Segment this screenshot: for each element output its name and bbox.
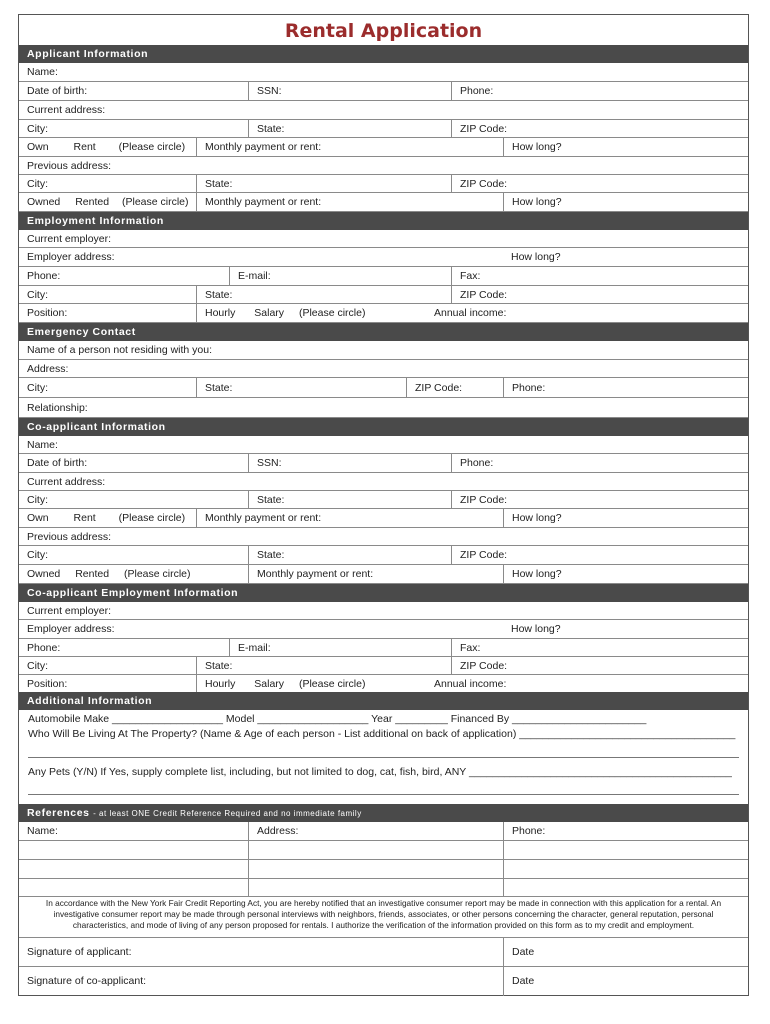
- employer-email-field[interactable]: E-mail:: [229, 267, 451, 285]
- applicant-prev-monthly-payment-field[interactable]: Monthly payment or rent:: [196, 193, 503, 211]
- owned-option[interactable]: Owned: [27, 196, 61, 208]
- rent-option[interactable]: Rent: [73, 512, 96, 524]
- applicant-owned-rented-choice[interactable]: [19, 193, 196, 211]
- coapplicant-previous-address-field[interactable]: Previous address:: [27, 531, 112, 543]
- coapplicant-prev-how-long-field[interactable]: How long?: [503, 565, 748, 583]
- section-header-emergency: Emergency Contact: [19, 323, 748, 341]
- co-current-employer-field[interactable]: Current employer:: [27, 605, 112, 617]
- applicant-phone-field[interactable]: Phone:: [451, 82, 748, 100]
- pets-line[interactable]: Any Pets (Y/N) If Yes, supply complete list, including, but not limited to dog, cat, fish, bird, ANY _____________________________________________: [28, 766, 732, 778]
- applicant-prev-state-field[interactable]: State:: [196, 175, 451, 192]
- coapplicant-name-row: [19, 436, 748, 454]
- section-header-employment: Employment Information: [19, 212, 748, 230]
- coapplicant-city-row: [19, 491, 748, 509]
- employer-phone-row: [19, 267, 748, 286]
- employer-address-row: [19, 248, 748, 267]
- coapplicant-current-address-field[interactable]: Current address:: [27, 476, 106, 488]
- employer-city-field[interactable]: City:: [27, 289, 48, 301]
- emergency-phone-field[interactable]: Phone:: [503, 378, 748, 397]
- reference-address-field[interactable]: [248, 879, 503, 896]
- references-header-row: [19, 822, 748, 841]
- employer-address-field[interactable]: Employer address:: [27, 251, 115, 263]
- co-employer-phone-row: [19, 639, 748, 657]
- rental-application-form: [18, 14, 749, 996]
- please-circle-label: (Please circle): [123, 568, 191, 580]
- reference-phone-column: Phone:: [503, 822, 748, 840]
- reference-row: [19, 879, 748, 897]
- automobile-line[interactable]: Automobile Make ___________________ Model ___________________ Year _________ Financed By _______________________: [28, 713, 647, 725]
- applicant-name-row: [19, 63, 748, 82]
- reference-row: [19, 841, 748, 860]
- applicant-ssn-field[interactable]: SSN:: [248, 82, 451, 100]
- applicant-prev-how-long-field[interactable]: How long?: [503, 193, 748, 211]
- employer-zip-field[interactable]: ZIP Code:: [451, 286, 748, 303]
- applicant-owned-rented-row: [19, 193, 748, 212]
- emergency-city-field[interactable]: City:: [27, 382, 48, 394]
- coapplicant-monthly-payment-field[interactable]: Monthly payment or rent:: [196, 509, 503, 527]
- section-header-additional: Additional Information: [19, 692, 748, 710]
- coapplicant-phone-field[interactable]: Phone:: [451, 454, 748, 472]
- employer-state-field[interactable]: State:: [196, 286, 451, 303]
- emergency-address-field[interactable]: Address:: [27, 363, 69, 375]
- reference-name-field[interactable]: [19, 841, 248, 859]
- coapplicant-ssn-field[interactable]: SSN:: [248, 454, 451, 472]
- applicant-prev-city-field[interactable]: City:: [27, 178, 48, 190]
- emergency-zip-field[interactable]: ZIP Code:: [406, 378, 503, 397]
- coapplicant-zip-field[interactable]: ZIP Code:: [451, 491, 748, 508]
- reference-row: [19, 860, 748, 879]
- hourly-option[interactable]: Hourly: [205, 307, 236, 319]
- position-field[interactable]: Position:: [27, 307, 68, 319]
- please-circle-label: (Please circle): [118, 141, 186, 153]
- applicant-previous-address-row: [19, 157, 748, 175]
- applicant-signature-date-field[interactable]: Date: [503, 938, 748, 966]
- applicant-prev-city-row: [19, 175, 748, 193]
- reference-phone-field[interactable]: [503, 841, 748, 859]
- applicant-zip-field[interactable]: ZIP Code:: [451, 120, 748, 137]
- co-employer-email-field[interactable]: E-mail:: [229, 639, 451, 656]
- reference-address-column: Address:: [248, 822, 503, 840]
- emergency-state-field[interactable]: State:: [196, 378, 406, 397]
- applicant-signature-field[interactable]: Signature of applicant:: [27, 946, 132, 958]
- coapplicant-state-field[interactable]: State:: [248, 491, 451, 508]
- current-employer-field[interactable]: Current employer:: [27, 233, 112, 245]
- applicant-prev-zip-field[interactable]: ZIP Code:: [451, 175, 748, 192]
- applicant-previous-address-field[interactable]: Previous address:: [27, 160, 112, 172]
- applicant-city-row: [19, 120, 748, 138]
- coapplicant-address-row: [19, 473, 748, 491]
- applicant-signature-row: [19, 938, 748, 967]
- position-row: [19, 304, 748, 323]
- employer-city-row: [19, 286, 748, 304]
- coapplicant-previous-address-row: [19, 528, 748, 546]
- salary-option[interactable]: Salary: [254, 307, 285, 319]
- co-employer-city-field[interactable]: City:: [27, 660, 48, 672]
- emergency-name-field[interactable]: Name of a person not residing with you:: [27, 344, 213, 356]
- coapplicant-signature-date-field[interactable]: Date: [503, 967, 748, 996]
- own-option[interactable]: Own: [27, 512, 49, 524]
- co-employer-row: [19, 602, 748, 620]
- coapplicant-owned-rented-choice[interactable]: [19, 565, 248, 583]
- section-header-references: [19, 804, 748, 822]
- coapplicant-prev-zip-field[interactable]: ZIP Code:: [451, 546, 748, 564]
- applicant-monthly-payment-field[interactable]: Monthly payment or rent:: [196, 138, 503, 156]
- coapplicant-owned-rented-row: [19, 565, 748, 584]
- applicant-name-field[interactable]: Name:: [27, 66, 58, 78]
- references-title: References: [27, 807, 90, 819]
- coapplicant-dob-row: [19, 454, 748, 473]
- coapplicant-city-field[interactable]: City:: [27, 494, 48, 506]
- reference-address-field[interactable]: [248, 860, 503, 878]
- coapplicant-name-field[interactable]: Name:: [27, 439, 58, 451]
- emergency-name-row: [19, 341, 748, 360]
- section-header-coapplicant: Co-applicant Information: [19, 418, 748, 436]
- please-circle-label: (Please circle): [118, 512, 186, 524]
- coapplicant-signature-field[interactable]: Signature of co-applicant:: [27, 975, 147, 987]
- fcra-notice: In accordance with the New York Fair Credit Reporting Act, you are hereby notified that an investigative consumer report may be made in connection with this application for a rental. An investigative consumer report may be made through personal interviews with neighbors, friends, associates, or other persons concerning the character, general reputation, personal characteristics, and mode of living of any person proposed for rentals. I authorize the verification of the information provided on this form as to my credit and employment.: [45, 898, 722, 930]
- occupants-extra-line[interactable]: [28, 757, 739, 758]
- coapplicant-prev-monthly-payment-field[interactable]: Monthly payment or rent:: [248, 565, 503, 583]
- rent-option[interactable]: Rent: [73, 141, 96, 153]
- emergency-relationship-row: [19, 398, 748, 418]
- emergency-relationship-field[interactable]: Relationship:: [27, 402, 88, 414]
- co-employment-how-long-field[interactable]: How long?: [511, 623, 561, 635]
- co-employer-fax-field[interactable]: Fax:: [451, 639, 748, 656]
- reference-address-field[interactable]: [248, 841, 503, 859]
- own-option[interactable]: Own: [27, 141, 49, 153]
- co-employer-state-field[interactable]: State:: [196, 657, 451, 674]
- applicant-city-field[interactable]: City:: [27, 123, 48, 135]
- co-employer-address-row: [19, 620, 748, 639]
- coapplicant-how-long-field[interactable]: How long?: [503, 509, 748, 527]
- co-employer-zip-field[interactable]: ZIP Code:: [451, 657, 748, 674]
- applicant-dob-row: [19, 82, 748, 101]
- references-subtitle: - at least ONE Credit Reference Required and no immediate family: [93, 809, 362, 818]
- emergency-city-row: [19, 378, 748, 398]
- co-position-field[interactable]: Position:: [27, 678, 68, 690]
- coapplicant-dob-field[interactable]: Date of birth:: [27, 457, 88, 469]
- coapplicant-prev-city-row: [19, 546, 748, 565]
- coapplicant-prev-state-field[interactable]: State:: [248, 546, 451, 564]
- coapplicant-own-rent-row: [19, 509, 748, 528]
- coapplicant-own-rent-choice[interactable]: [19, 509, 196, 527]
- reference-name-field[interactable]: [19, 879, 248, 896]
- pets-extra-line[interactable]: [28, 794, 739, 795]
- applicant-dob-field[interactable]: Date of birth:: [27, 85, 88, 97]
- applicant-how-long-field[interactable]: How long?: [503, 138, 748, 156]
- please-circle-label: (Please circle): [298, 307, 366, 319]
- employer-row: [19, 230, 748, 248]
- hourly-salary-choice[interactable]: [196, 304, 426, 322]
- occupants-line[interactable]: Who Will Be Living At The Property? (Name & Age of each person - List additional on back of application) _____________________________________: [28, 728, 736, 740]
- please-circle-label: (Please circle): [298, 678, 366, 690]
- reference-phone-field[interactable]: [503, 879, 748, 896]
- co-employer-address-field[interactable]: Employer address:: [27, 623, 115, 635]
- reference-name-field[interactable]: [19, 860, 248, 878]
- page-title: Rental Application: [284, 20, 483, 42]
- employer-phone-field[interactable]: Phone:: [27, 270, 61, 282]
- employment-how-long-field[interactable]: How long?: [511, 251, 561, 263]
- applicant-state-field[interactable]: State:: [248, 120, 451, 137]
- co-employer-phone-field[interactable]: Phone:: [27, 642, 61, 654]
- applicant-own-rent-row: [19, 138, 748, 157]
- employer-fax-field[interactable]: Fax:: [451, 267, 748, 285]
- co-annual-income-field[interactable]: Annual income:: [434, 678, 507, 690]
- hourly-option[interactable]: Hourly: [205, 678, 236, 690]
- section-header-coapplicant-employment: Co-applicant Employment Information: [19, 584, 748, 602]
- reference-name-column: Name:: [27, 825, 58, 837]
- applicant-own-rent-choice[interactable]: [19, 138, 196, 156]
- rented-option[interactable]: Rented: [75, 568, 110, 580]
- emergency-address-row: [19, 360, 748, 378]
- please-circle-label: (Please circle): [121, 196, 189, 208]
- reference-phone-field[interactable]: [503, 860, 748, 878]
- section-header-applicant: Applicant Information: [19, 45, 748, 63]
- annual-income-field[interactable]: Annual income:: [434, 307, 507, 319]
- applicant-current-address-field[interactable]: Current address:: [27, 104, 106, 116]
- co-hourly-salary-choice[interactable]: [196, 675, 426, 693]
- rented-option[interactable]: Rented: [75, 196, 110, 208]
- co-employer-city-row: [19, 657, 748, 675]
- owned-option[interactable]: Owned: [27, 568, 61, 580]
- salary-option[interactable]: Salary: [254, 678, 285, 690]
- coapplicant-prev-city-field[interactable]: City:: [27, 549, 48, 561]
- applicant-address-row: [19, 101, 748, 120]
- coapplicant-signature-row: [19, 967, 748, 996]
